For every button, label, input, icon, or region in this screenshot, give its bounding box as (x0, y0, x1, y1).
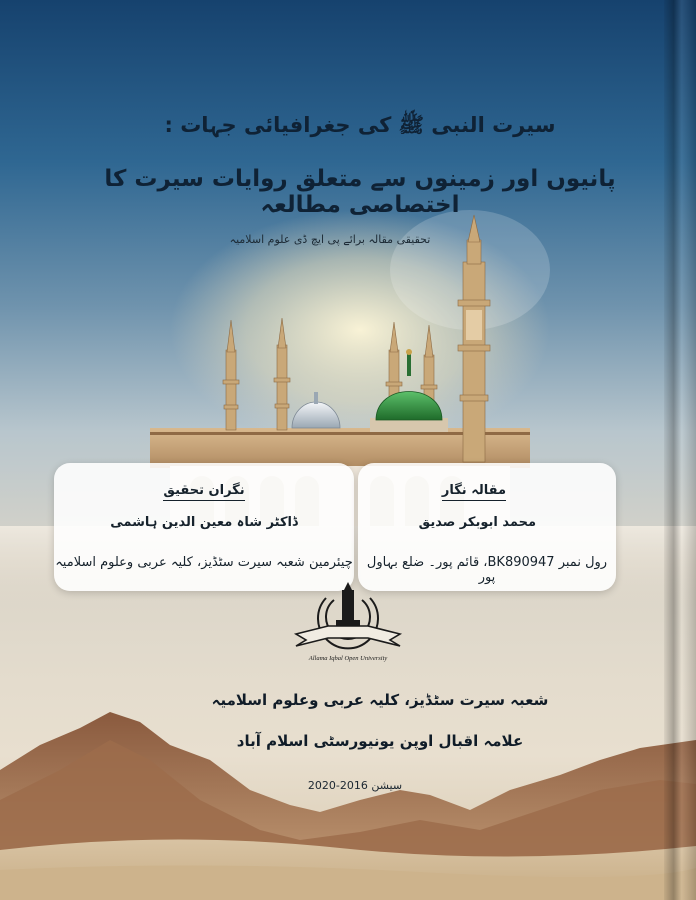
degree-statement: تحقیقی مقالہ برائے پی ایچ ڈی علوم اسلامیہ (229, 233, 431, 246)
thesis-title-line1: سیرت النبی ﷺ کی جغرافیائی جہات : (164, 113, 556, 137)
supervisor-designation: چیئرمین شعبہ سیرت سٹڈیز، کلیہ عربی وعلوم اسلامیہ (55, 555, 353, 570)
supervisor-card (54, 463, 354, 591)
supervisor-name: ڈاکٹر شاہ معین الدین ہاشمی (110, 515, 298, 530)
researcher-card (358, 463, 616, 591)
researcher-details: رول نمبر BK890947، قائم پور۔ ضلع بہاول پور (366, 555, 608, 585)
book-spine-shadow (664, 0, 696, 900)
department-name: شعبہ سیرت سٹڈیز، کلیہ عربی وعلوم اسلامیہ (211, 691, 549, 709)
thesis-title-line2: پانیوں اور زمینوں سے متعلق روایات سیرت کا اختصاصی مطالعہ (104, 166, 616, 218)
university-name: علامہ اقبال اوپن یونیورسٹی اسلام آباد (236, 732, 524, 750)
researcher-heading: مقالہ نگار (442, 483, 506, 498)
crest-text: Allama Iqbal Open University (308, 655, 388, 662)
session-years: سیشن 2016-2020 (307, 779, 403, 792)
researcher-name: محمد ابوبکر صدیق (418, 515, 536, 530)
supervisor-heading: نگران تحقیق (54, 483, 354, 498)
university-crest-icon (290, 580, 406, 672)
